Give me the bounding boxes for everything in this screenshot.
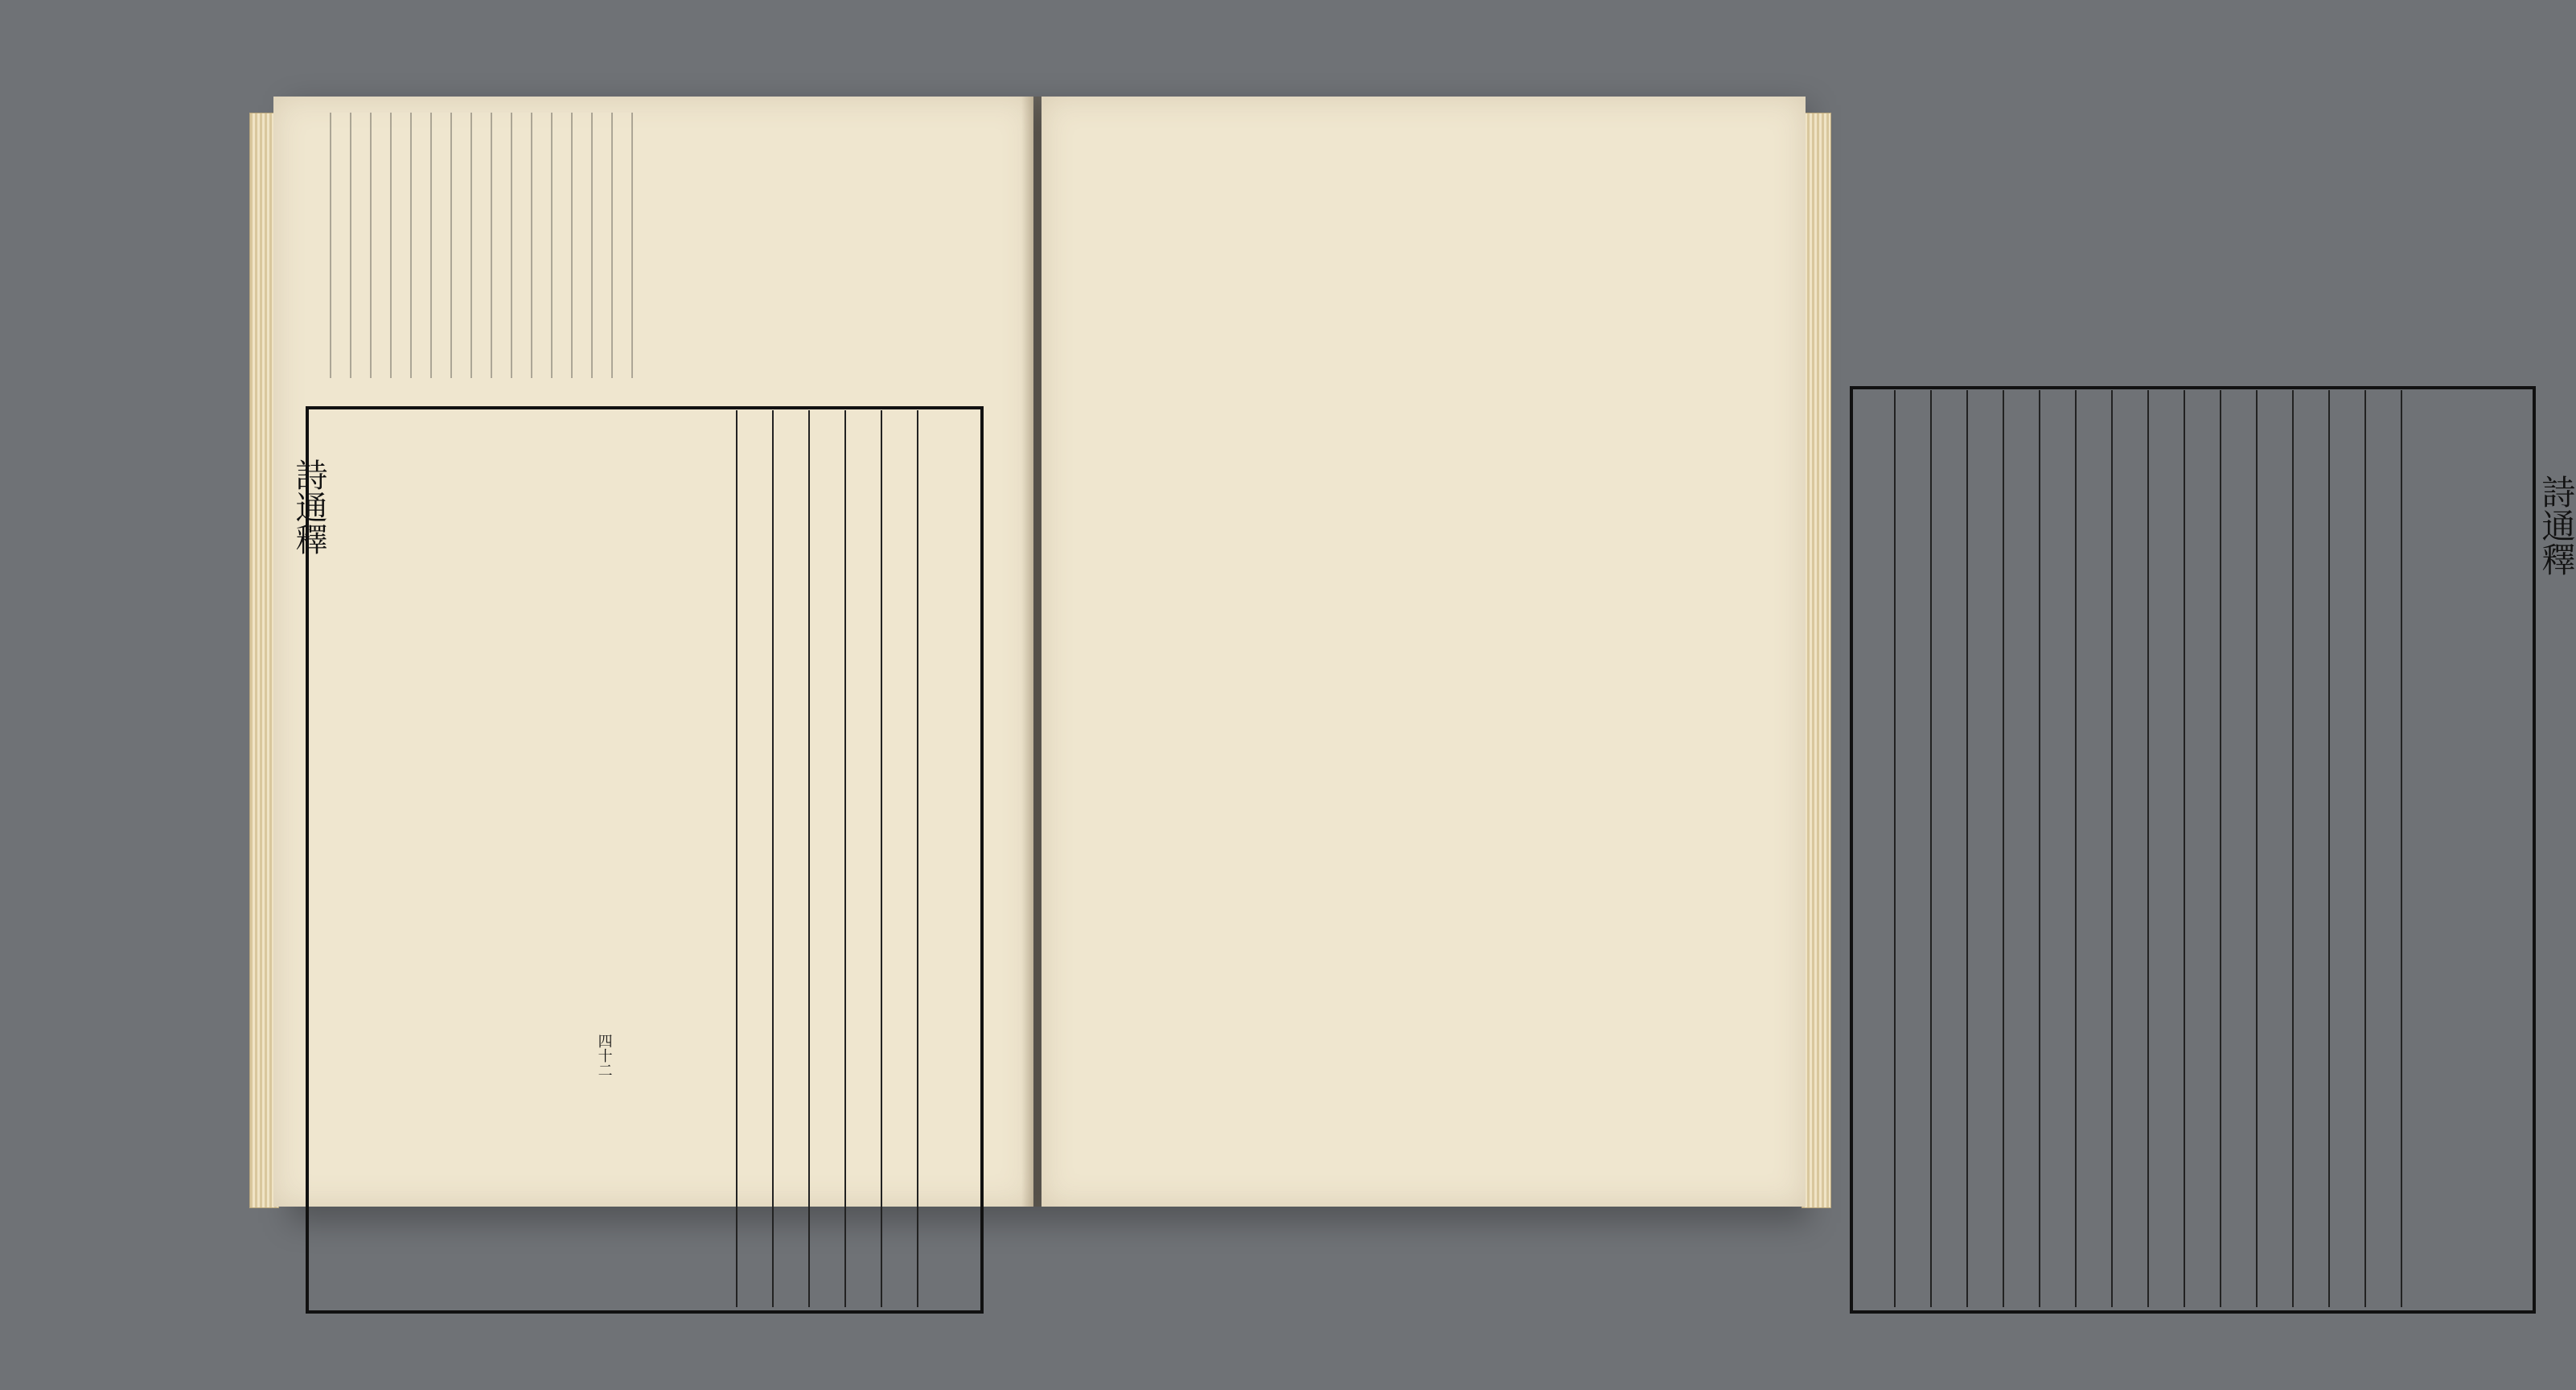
left-column-rule	[808, 410, 810, 1307]
left-column-rule	[881, 410, 882, 1307]
right-column-rule	[2292, 390, 2294, 1307]
right-column-rule	[2256, 390, 2258, 1307]
right-column-rule	[1930, 390, 1932, 1307]
left-column-rule	[844, 410, 846, 1307]
right-column-rule	[2401, 390, 2402, 1307]
right-column-rule	[2328, 390, 2330, 1307]
right-column-rule	[2111, 390, 2113, 1307]
open-book	[273, 80, 2576, 1223]
right-page	[1041, 97, 2576, 1207]
right-page-edge	[1802, 113, 1831, 1208]
left-column-rule	[772, 410, 774, 1307]
right-column-rule	[2147, 390, 2149, 1307]
right-column-rule	[2039, 390, 2040, 1307]
left-page	[273, 97, 1033, 1207]
left-margin-note	[330, 113, 635, 378]
left-column-rule	[917, 410, 918, 1307]
right-column-rule	[2075, 390, 2077, 1307]
right-column-rule	[2364, 390, 2366, 1307]
right-text-frame	[1850, 386, 2536, 1314]
left-page-number: 四十二	[595, 1034, 613, 1077]
left-column-rule	[736, 410, 737, 1307]
right-column-rule	[2220, 390, 2221, 1307]
right-column-rule	[2184, 390, 2185, 1307]
left-page-title: 詩通釋	[290, 459, 327, 555]
right-column-rule	[1966, 390, 1968, 1307]
right-page-title: 詩通釋	[2537, 475, 2576, 576]
right-column-rule	[1894, 390, 1896, 1307]
right-column-rule	[2003, 390, 2004, 1307]
